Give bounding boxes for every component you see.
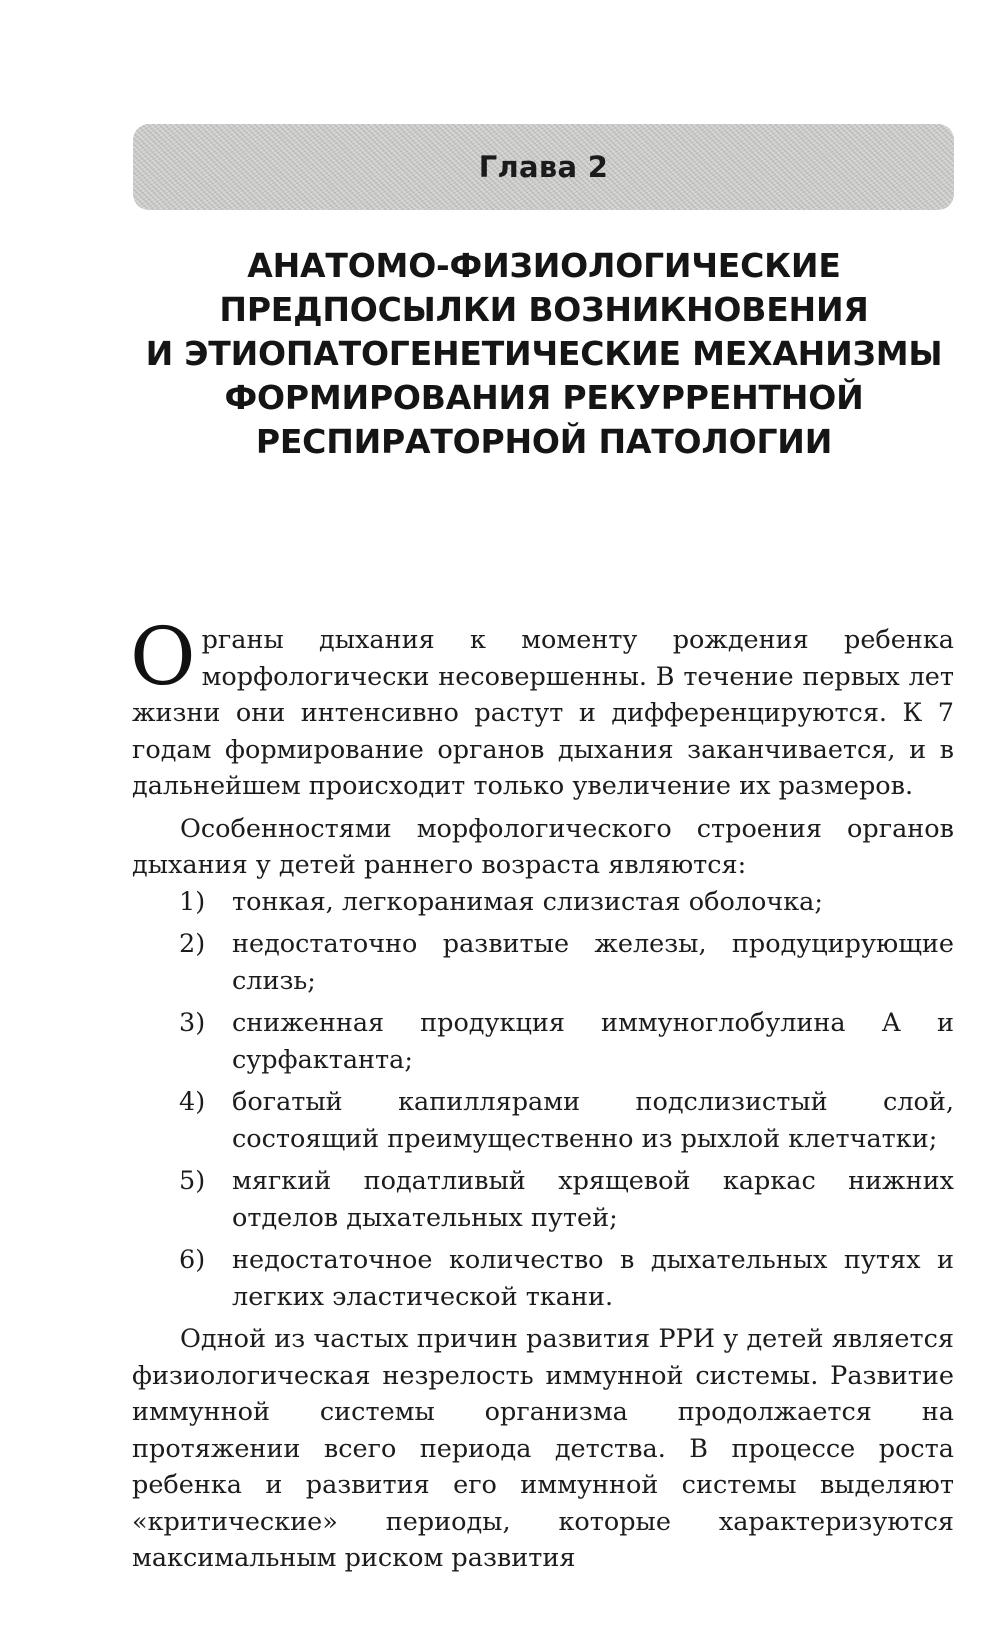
list-item-number: 3) [179,1008,206,1038]
list-item [132,1163,954,1236]
chapter-title-line: ФОРМИРОВАНИЯ РЕКУРРЕНТНОЙ [224,378,864,417]
paragraph-immunity: Одной из частых причин развития РРИ у детей является физиологическая незрелость иммунной системы. Развитие иммунной системы организма продолжается на протяжении всего периода детства. В процессе роста ребенка и развития его иммунной системы выделяют «критические» периоды, которые характеризуются максимальным риском развития [132,1324,954,1573]
drop-cap: О [130,610,196,703]
chapter-title-line: ПРЕДПОСЫЛКИ ВОЗНИКНОВЕНИЯ [219,290,869,329]
list-item-text: недостаточное количество в дыхательных путях и легких эластической ткани. [232,1245,954,1312]
list-item-text: богатый капиллярами подслизистый слой, состоящий преимущественно из рыхлой клетчатки; [232,1087,954,1154]
list-item [132,1242,954,1315]
paragraph-features: Особенностями морфологического строения органов дыхания у детей раннего возраста являются: [132,813,954,880]
list-item-number: 5) [179,1166,206,1196]
list-item-number: 4) [179,1087,206,1117]
features-list [132,884,954,1316]
chapter-title-line: АНАТОМО-ФИЗИОЛОГИЧЕСКИЕ [247,246,841,285]
chapter-title-line: И ЭТИОПАТОГЕНЕТИЧЕСКИЕ МЕХАНИЗМЫ [145,334,943,373]
paragraph-intro [130,610,954,805]
list-item [132,1084,954,1157]
list-item-text: тонкая, легкоранимая слизистая оболочка; [232,886,823,917]
list-item-number: 2) [179,929,206,959]
list-item-text: недостаточно развитые железы, продуцирующие слизь; [232,929,954,996]
paragraph-intro-text: рганы дыхания к моменту рождения ребенка морфологически несовершенны. В течение первых лет жизни они интенсивно растут и дифференцируются. К 7 годам формирование органов дыхания заканчивается, и в дальнейшем происходит только увеличение их размеров. [132,625,954,801]
chapter-label: Глава 2 [478,150,609,184]
list-item [132,1005,954,1078]
list-item-text: мягкий податливый хрящевой каркас нижних отделов дыхательных путей; [232,1166,954,1233]
body-text [130,610,954,1577]
list-item [132,884,954,921]
list-item-number: 1) [179,886,206,917]
chapter-title-line: РЕСПИРАТОРНОЙ ПАТОЛОГИИ [255,422,833,461]
list-item [132,926,954,999]
list-item-number: 6) [179,1245,206,1275]
list-item-text: сниженная продукция иммуноглобулина А и сурфактанта; [232,1008,954,1075]
chapter-banner [133,124,954,210]
chapter-title [110,244,978,464]
